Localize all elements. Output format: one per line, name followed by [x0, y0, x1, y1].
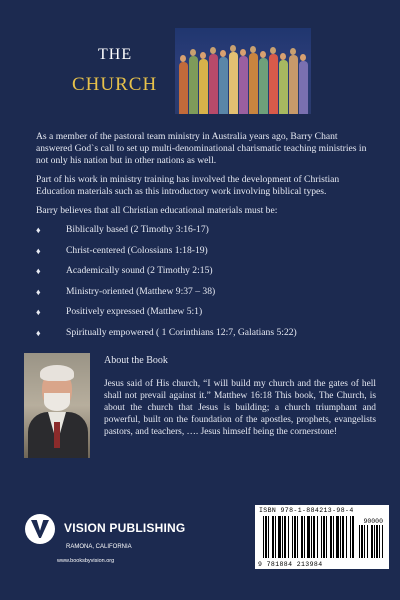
list-item	[36, 286, 370, 298]
list-item	[36, 306, 370, 318]
publisher-logo	[25, 514, 55, 544]
intro-paragraph-3: Barry believes that all Christian educational materials must be:	[36, 205, 278, 216]
painting-figure-head	[190, 49, 196, 56]
painting-figure-head	[300, 54, 306, 61]
list-item-text: Academically sound (2 Timothy 2:15)	[66, 265, 213, 276]
painting-figure	[289, 55, 298, 114]
painting-figure	[209, 54, 218, 114]
v-circle-logo-icon	[31, 520, 49, 538]
barcode-bar	[330, 516, 332, 558]
painting-figure	[269, 54, 278, 114]
barcode-bar	[321, 516, 322, 558]
painting-figure	[189, 56, 198, 114]
barcode-bar	[268, 516, 269, 558]
painting-figure	[199, 59, 208, 114]
barcode-bar	[278, 516, 281, 558]
intro-paragraph-2: Part of his work in ministry training has involved the development of Christian Education materials such as this introductory work involving biblical types.	[36, 174, 340, 197]
barcode-bar	[275, 516, 276, 558]
list-item-text: Spiritually empowered ( 1 Corinthians 12:7, Galatians 5:22)	[66, 326, 297, 338]
painting-figure	[179, 62, 188, 114]
barcode-bar	[352, 516, 354, 558]
barcode-addon-bars	[359, 525, 385, 558]
barcode-bar	[272, 516, 274, 558]
painting-figure	[279, 60, 288, 114]
barcode-bar	[301, 516, 303, 558]
publisher-name: VISION PUBLISHING	[64, 521, 186, 535]
barcode-bars	[263, 516, 355, 558]
barcode-box	[255, 505, 389, 569]
barcode-bar	[297, 516, 298, 558]
painting-figure-head	[200, 52, 206, 59]
painting-figure	[249, 53, 258, 114]
list-item-text: Positively expressed (Matthew 5:1)	[66, 306, 203, 317]
author-beard	[44, 393, 70, 411]
ean-label: 9 781884 213984	[258, 561, 323, 568]
price-code-label: 90000	[363, 518, 383, 525]
barcode-bar	[323, 516, 325, 558]
title-church: CHURCH	[72, 74, 158, 95]
barcode-bar	[359, 525, 360, 558]
author-photo	[24, 353, 90, 458]
barcode-bar	[376, 525, 378, 558]
barcode-bar	[311, 516, 312, 558]
painting-figure-head	[240, 49, 246, 56]
title-the: THE	[98, 46, 133, 63]
barcode-bar	[342, 516, 344, 558]
barcode-bar	[326, 516, 327, 558]
barcode-bar	[288, 516, 289, 558]
painting-figure-head	[180, 55, 186, 62]
painting-figure-head	[230, 45, 236, 52]
publisher-website: www.booksbyvision.org	[57, 558, 115, 564]
painting-figure	[219, 57, 228, 114]
list-item-text: Biblically based (2 Timothy 3:16-17)	[66, 224, 209, 235]
barcode-bar	[374, 525, 375, 558]
diamond-bullet-icon: ♦	[36, 225, 41, 235]
barcode-bar	[292, 516, 293, 558]
diamond-bullet-icon: ♦	[36, 307, 41, 317]
painting-figure-head	[210, 47, 216, 54]
painting-figure-head	[260, 51, 266, 58]
barcode-bar	[313, 516, 315, 558]
barcode-bar	[346, 516, 347, 558]
barcode-bar	[336, 516, 339, 558]
barcode-bar	[317, 516, 318, 558]
painting-figure-head	[280, 53, 286, 60]
painting-figure-head	[220, 50, 226, 57]
isbn-label: ISBN 978-1-884213-98-4	[259, 507, 354, 514]
barcode-bar	[379, 525, 380, 558]
painting-figure-head	[290, 48, 296, 55]
barcode-bar	[364, 525, 365, 558]
intro-text-block	[36, 131, 370, 347]
list-item-text: Ministry-oriented (Matthew 9:37 – 38)	[66, 285, 216, 297]
barcode-bar	[284, 516, 286, 558]
intro-paragraph-1: As a member of the pastoral team ministry in Australia years ago, Barry Chant answered God`s call to set up multi-denominational charismatic teaching ministries in not only his nation but in other nations as well.	[36, 131, 367, 166]
principles-list	[36, 224, 370, 339]
barcode-bar	[294, 516, 296, 558]
barcode-bar	[263, 516, 264, 558]
barcode-bar	[371, 525, 373, 558]
barcode-bar	[382, 525, 383, 558]
barcode-bar	[333, 516, 334, 558]
diamond-bullet-icon: ♦	[36, 327, 41, 338]
painting-figure	[229, 52, 238, 114]
author-tie	[54, 422, 60, 448]
list-item	[36, 327, 370, 339]
cover-painting	[175, 28, 311, 114]
diamond-bullet-icon: ♦	[36, 286, 41, 297]
barcode-bar	[265, 516, 267, 558]
list-item	[36, 245, 370, 257]
barcode-bar	[367, 525, 368, 558]
list-item	[36, 265, 370, 277]
barcode-bar	[350, 516, 351, 558]
barcode-bar	[282, 516, 283, 558]
painting-figure	[259, 58, 268, 114]
barcode-bar	[307, 516, 310, 558]
painting-figure-head	[250, 46, 256, 53]
list-item	[36, 224, 370, 236]
diamond-bullet-icon: ♦	[36, 245, 41, 256]
barcode-bar	[304, 516, 305, 558]
about-text: Jesus said of His church, “I will build my church and the gates of hell shall not prevail against it.” Matthew 16:18 This book, The Church, is about the church that Jesus is building; a church triumphant and powerful, built on the foundation of the apostles, prophets, evangelists pastors, and teachers, …. Jesus himself being the cornerstone!	[104, 379, 376, 437]
painting-figure	[299, 61, 308, 114]
painting-figure	[239, 56, 248, 114]
list-item-text: Christ-centered (Colossians 1:18-19)	[66, 244, 208, 256]
barcode-bar	[361, 525, 363, 558]
author-hair	[40, 365, 74, 381]
publisher-city: RAMONA, CALIFORNIA	[66, 544, 132, 550]
diamond-bullet-icon: ♦	[36, 266, 41, 276]
barcode-bar	[340, 516, 341, 558]
about-heading: About the Book	[104, 355, 168, 366]
painting-figure-head	[270, 47, 276, 54]
